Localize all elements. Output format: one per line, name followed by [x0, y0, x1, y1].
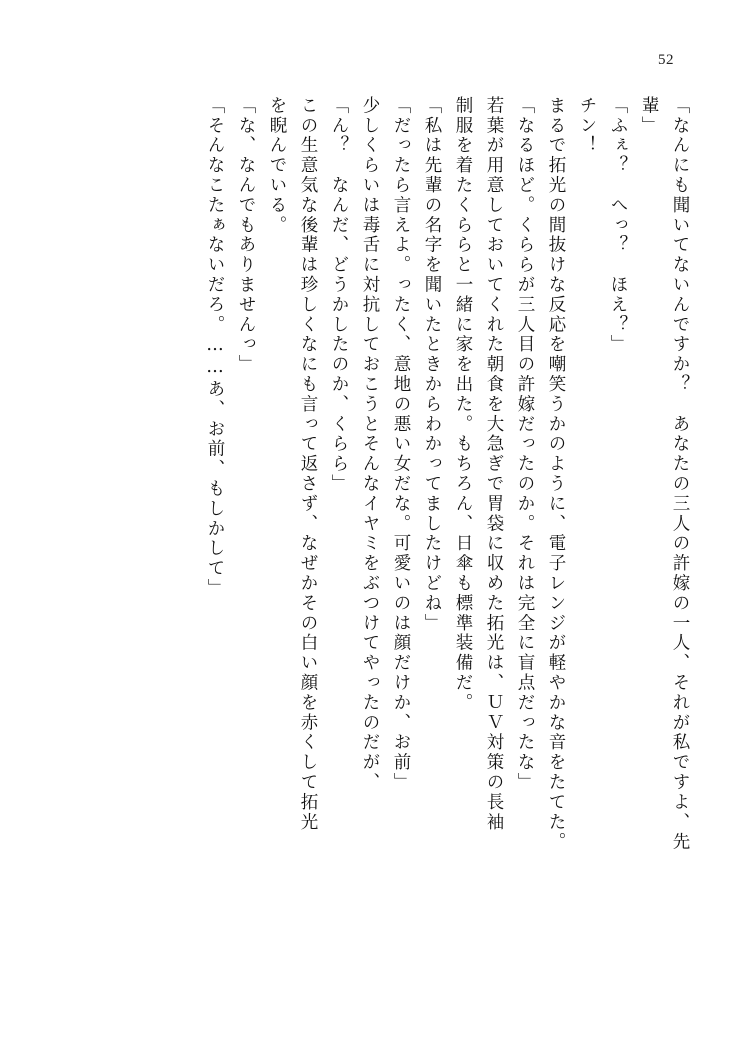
text-line: この生意気な後輩は珍しくなにも言って返さず、なぜかその白い顔を赤くして拓光 — [298, 96, 318, 833]
vertical-text-body — [96, 96, 688, 968]
text-line: 少しくらいは毒舌に対抗しておこうとそんなイヤミをぶつけてやったのだが、 — [360, 96, 380, 793]
text-line: 制服を着たくららと一緒に家を出た。もちろん、日傘も標準装備だ。 — [453, 96, 473, 713]
text-line: 「私は先輩の名字を聞いたときからわかってましたけどね」 — [422, 96, 442, 634]
text-line: 「だったら言えよ。ったく、意地の悪い女だな。可愛いのは顔だけか、お前」 — [391, 96, 411, 793]
text-line: 「ん？ なんだ、どうかしたのか、くらら」 — [329, 96, 349, 494]
text-line: 「そんなこたぁないだろ。……あ、お前、もしかして」 — [205, 96, 225, 599]
text-line: 「な、なんでもありませんっ」 — [236, 96, 256, 375]
text-line: 「ふぇ？ へっ？ ほえ？」 — [608, 96, 628, 355]
page-number: 52 — [658, 52, 674, 68]
text-line: まるで拓光の間抜けな反応を嘲笑うかのように、電子レンジが軽やかな音をたてた。 — [546, 96, 566, 853]
text-line: チン！ — [577, 96, 597, 156]
text-line: 若葉が用意しておいてくれた朝食を大急ぎで胃袋に収めた拓光は、ＵＶ対策の長袖 — [484, 96, 504, 833]
text-line: 「なるほど。くららが三人目の許嫁だったのか。それは完全に盲点だったな」 — [515, 96, 535, 793]
text-line: 「なんにも聞いてないんですか？ あなたの三人の許嫁の一人、それが私ですよ、先 — [670, 96, 690, 853]
text-line: を睨んでいる。 — [267, 96, 287, 236]
text-line: 輩」 — [639, 96, 659, 136]
